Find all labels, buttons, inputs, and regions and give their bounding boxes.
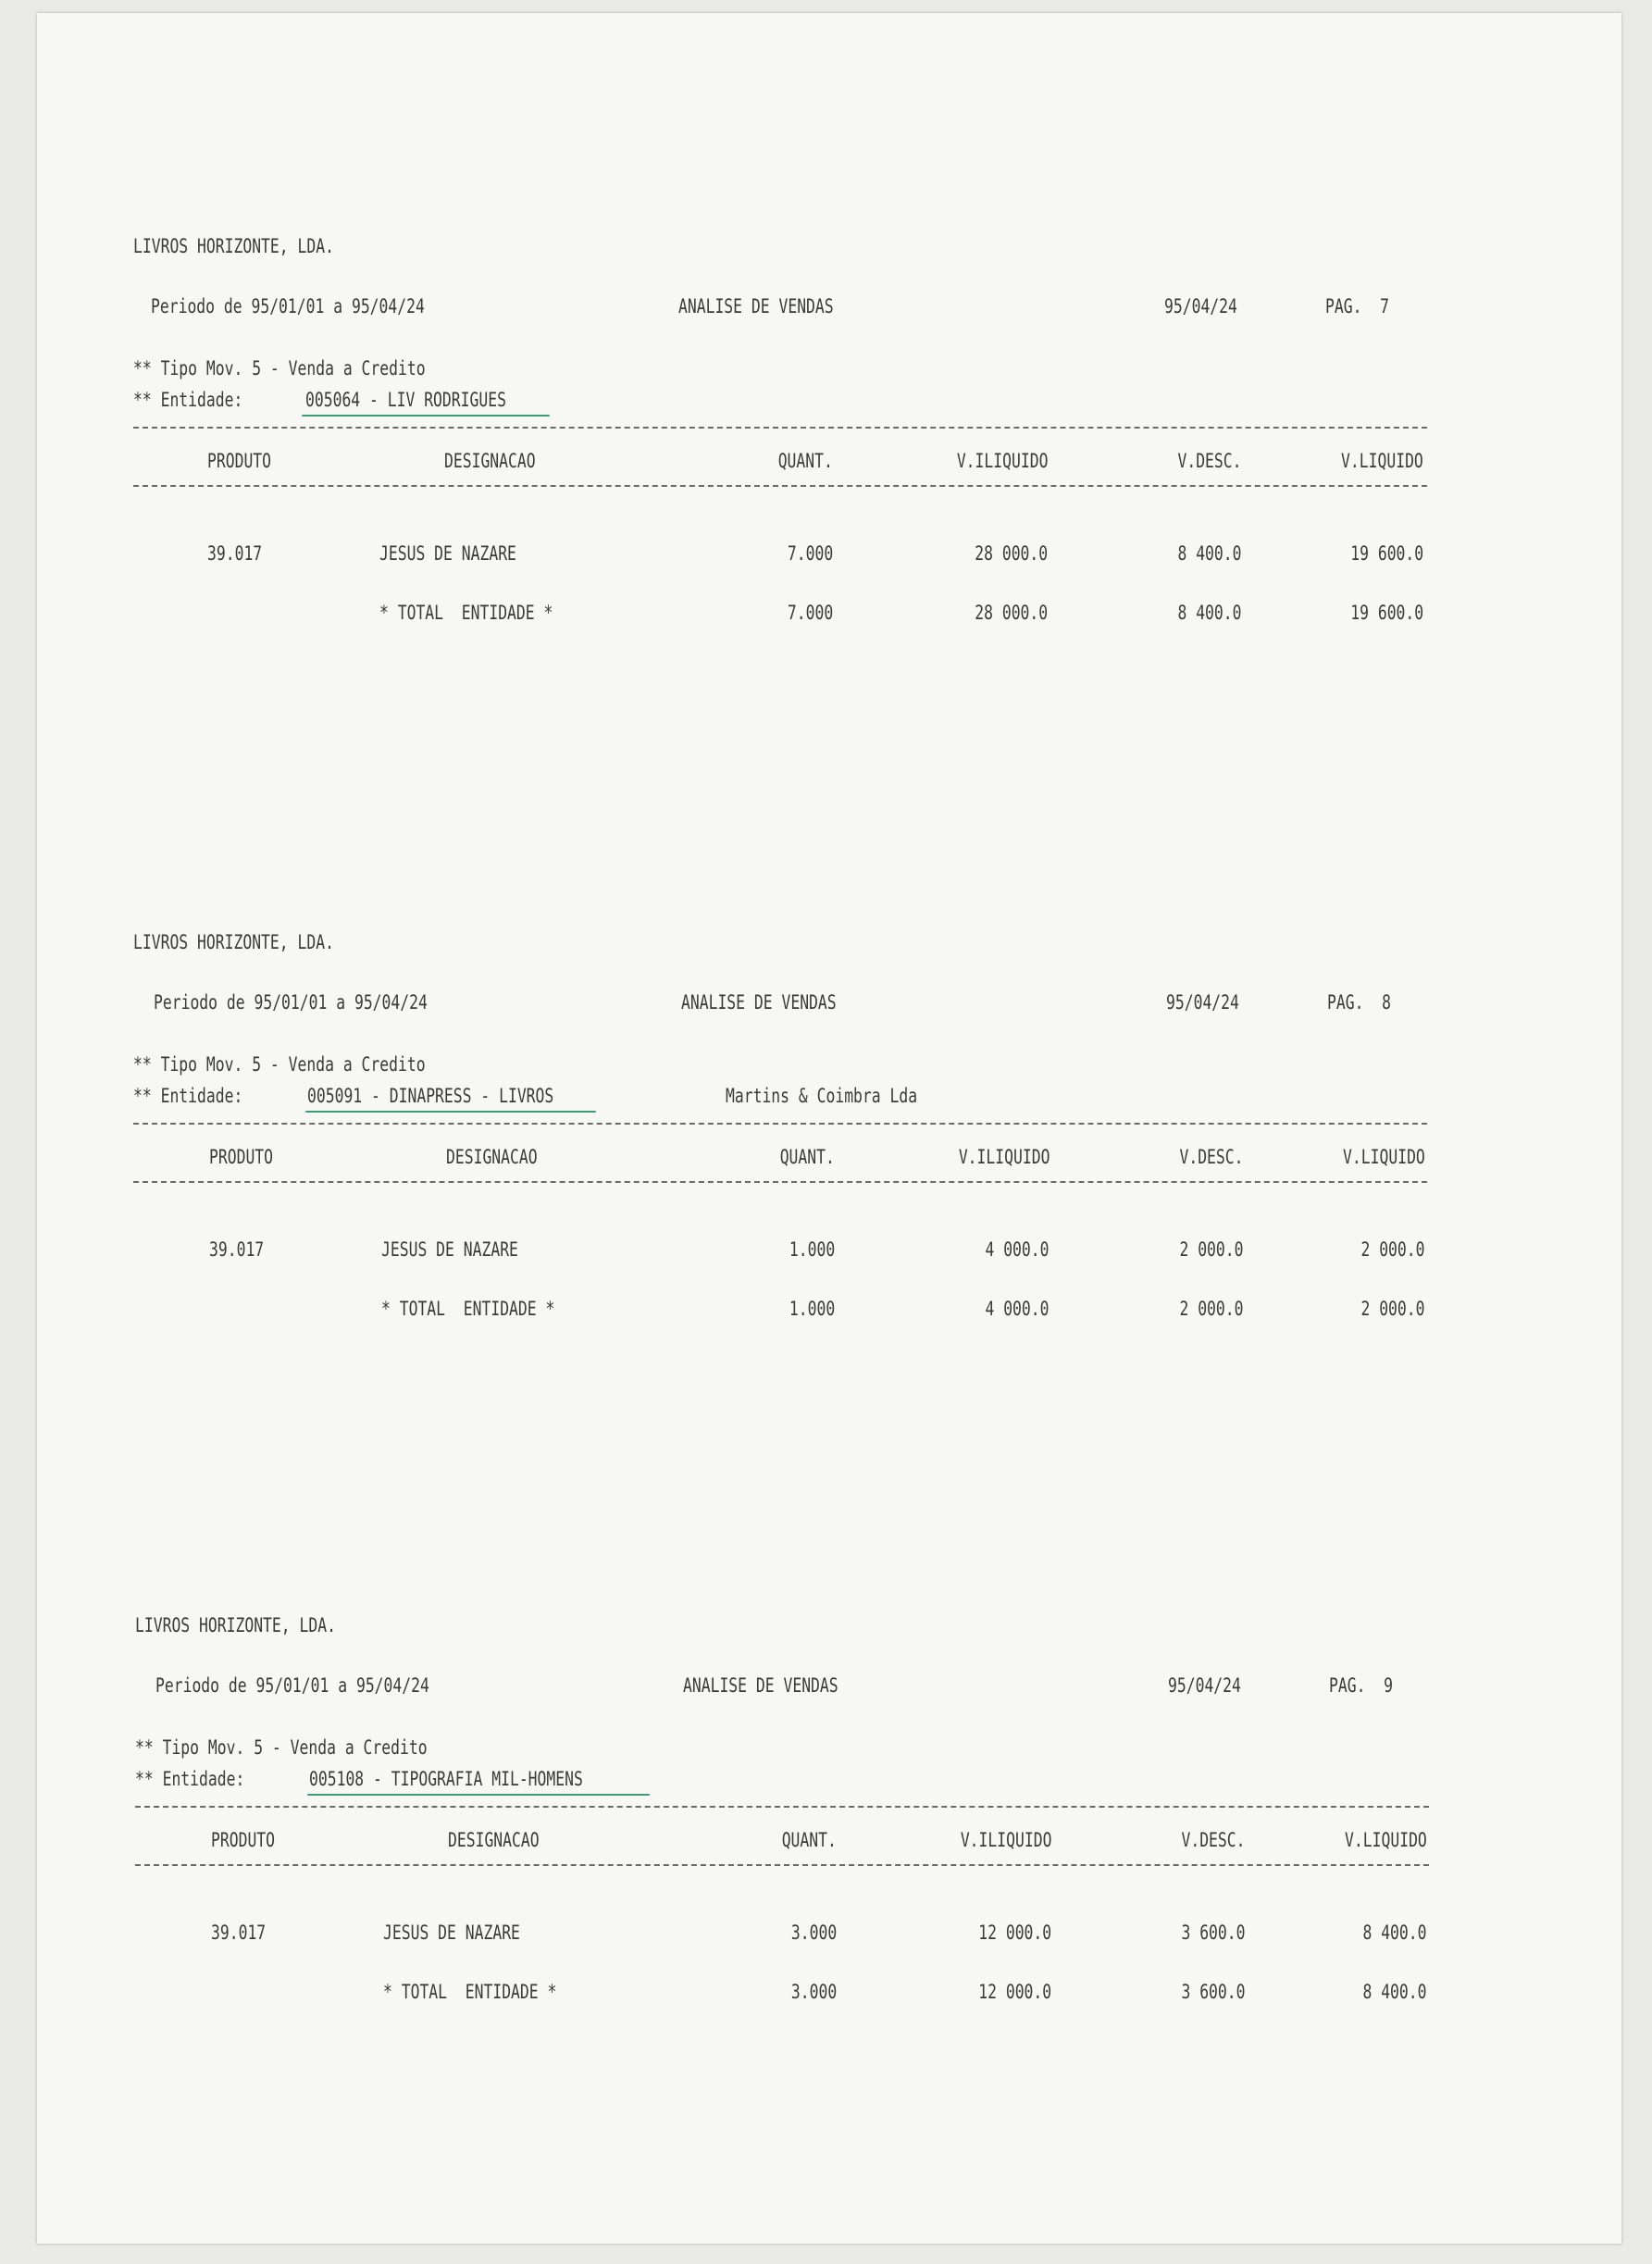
col-vliquido: V.LIQUIDO <box>1341 450 1423 472</box>
total-vdesc: 8 400.0 <box>1177 602 1242 624</box>
col-designacao: DESIGNACAO <box>444 450 536 472</box>
tipo-mov: ** Tipo Mov. 5 - Venda a Credito <box>133 357 426 379</box>
handwritten-underline <box>305 1111 596 1113</box>
report-page-8 <box>37 920 1621 1475</box>
total-viliquido: 28 000.0 <box>975 602 1048 624</box>
header-rule-top <box>133 1123 1427 1125</box>
total-vliquido: 2 000.0 <box>1360 1298 1425 1320</box>
row-quant: 1.000 <box>789 1238 835 1261</box>
total-viliquido: 4 000.0 <box>985 1298 1050 1320</box>
row-vliquido: 2 000.0 <box>1360 1238 1425 1261</box>
report-date: 95/04/24 <box>1164 295 1237 317</box>
row-vdesc: 8 400.0 <box>1177 542 1242 565</box>
row-viliquido: 28 000.0 <box>975 542 1048 565</box>
col-produto: PRODUTO <box>207 450 272 472</box>
page-number: PAG. 9 <box>1329 1674 1394 1697</box>
tipo-mov: ** Tipo Mov. 5 - Venda a Credito <box>133 1053 426 1076</box>
col-designacao: DESIGNACAO <box>446 1146 538 1168</box>
page-number: PAG. 8 <box>1327 991 1392 1014</box>
report-title: ANALISE DE VENDAS <box>678 295 834 317</box>
total-quant: 1.000 <box>789 1298 835 1320</box>
row-viliquido: 4 000.0 <box>985 1238 1050 1261</box>
col-vdesc: V.DESC. <box>1181 1829 1246 1851</box>
col-viliquido: V.ILIQUIDO <box>956 450 1048 472</box>
row-vliquido: 8 400.0 <box>1362 1922 1427 1944</box>
report-page-7 <box>37 224 1621 779</box>
entidade-name: 005064 - LIV RODRIGUES <box>305 389 506 411</box>
entidade-label: ** Entidade: <box>135 1768 245 1790</box>
total-vliquido: 19 600.0 <box>1350 602 1423 624</box>
report-page-9 <box>37 1603 1621 2158</box>
company-name: LIVROS HORIZONTE, LDA. <box>135 1614 336 1636</box>
row-viliquido: 12 000.0 <box>978 1922 1051 1944</box>
row-vdesc: 3 600.0 <box>1181 1922 1246 1944</box>
col-designacao: DESIGNACAO <box>448 1829 540 1851</box>
row-quant: 3.000 <box>790 1922 837 1944</box>
row-produto: 39.017 <box>209 1238 265 1261</box>
col-viliquido: V.ILIQUIDO <box>960 1829 1051 1851</box>
col-produto: PRODUTO <box>209 1146 274 1168</box>
report-period: Periodo de 95/01/01 a 95/04/24 <box>155 1674 429 1697</box>
report-title: ANALISE DE VENDAS <box>681 991 837 1014</box>
col-viliquido: V.ILIQUIDO <box>958 1146 1050 1168</box>
total-vliquido: 8 400.0 <box>1362 1981 1427 2003</box>
page-number: PAG. 7 <box>1325 295 1390 317</box>
report-period: Periodo de 95/01/01 a 95/04/24 <box>154 991 428 1014</box>
total-label: * TOTAL ENTIDADE * <box>383 1981 557 2003</box>
company-name: LIVROS HORIZONTE, LDA. <box>133 235 334 257</box>
row-produto: 39.017 <box>211 1922 267 1944</box>
total-label: * TOTAL ENTIDADE * <box>379 602 553 624</box>
col-vliquido: V.LIQUIDO <box>1345 1829 1427 1851</box>
header-rule-top <box>135 1806 1429 1808</box>
col-vdesc: V.DESC. <box>1177 450 1242 472</box>
col-quant: QUANT. <box>781 1829 837 1851</box>
row-vdesc: 2 000.0 <box>1179 1238 1244 1261</box>
row-produto: 39.017 <box>207 542 263 565</box>
header-rule-bottom <box>135 1864 1429 1866</box>
entidade-label: ** Entidade: <box>133 1085 243 1107</box>
header-rule-bottom <box>133 1181 1427 1183</box>
entidade-name: 005091 - DINAPRESS - LIVROS <box>307 1085 554 1107</box>
tipo-mov: ** Tipo Mov. 5 - Venda a Credito <box>135 1736 428 1759</box>
total-label: * TOTAL ENTIDADE * <box>381 1298 555 1320</box>
row-quant: 7.000 <box>787 542 833 565</box>
row-designacao: JESUS DE NAZARE <box>381 1238 518 1261</box>
printed-sheet <box>37 13 1621 2244</box>
total-quant: 7.000 <box>787 602 833 624</box>
header-rule-top <box>133 427 1427 429</box>
handwritten-underline <box>307 1794 650 1796</box>
col-quant: QUANT. <box>777 450 833 472</box>
row-vliquido: 19 600.0 <box>1350 542 1423 565</box>
report-title: ANALISE DE VENDAS <box>683 1674 838 1697</box>
total-vdesc: 3 600.0 <box>1181 1981 1246 2003</box>
col-vliquido: V.LIQUIDO <box>1343 1146 1425 1168</box>
company-name: LIVROS HORIZONTE, LDA. <box>133 931 334 953</box>
row-designacao: JESUS DE NAZARE <box>379 542 516 565</box>
col-produto: PRODUTO <box>211 1829 276 1851</box>
handwritten-underline <box>302 415 550 417</box>
row-designacao: JESUS DE NAZARE <box>383 1922 520 1944</box>
report-date: 95/04/24 <box>1166 991 1239 1014</box>
entidade-extra: Martins & Coimbra Lda <box>726 1085 918 1107</box>
total-viliquido: 12 000.0 <box>978 1981 1051 2003</box>
col-vdesc: V.DESC. <box>1179 1146 1244 1168</box>
header-rule-bottom <box>133 485 1427 487</box>
report-period: Periodo de 95/01/01 a 95/04/24 <box>151 295 425 317</box>
report-date: 95/04/24 <box>1168 1674 1241 1697</box>
entidade-label: ** Entidade: <box>133 389 243 411</box>
col-quant: QUANT. <box>779 1146 835 1168</box>
entidade-name: 005108 - TIPOGRAFIA MIL-HOMENS <box>309 1768 583 1790</box>
total-quant: 3.000 <box>790 1981 837 2003</box>
total-vdesc: 2 000.0 <box>1179 1298 1244 1320</box>
